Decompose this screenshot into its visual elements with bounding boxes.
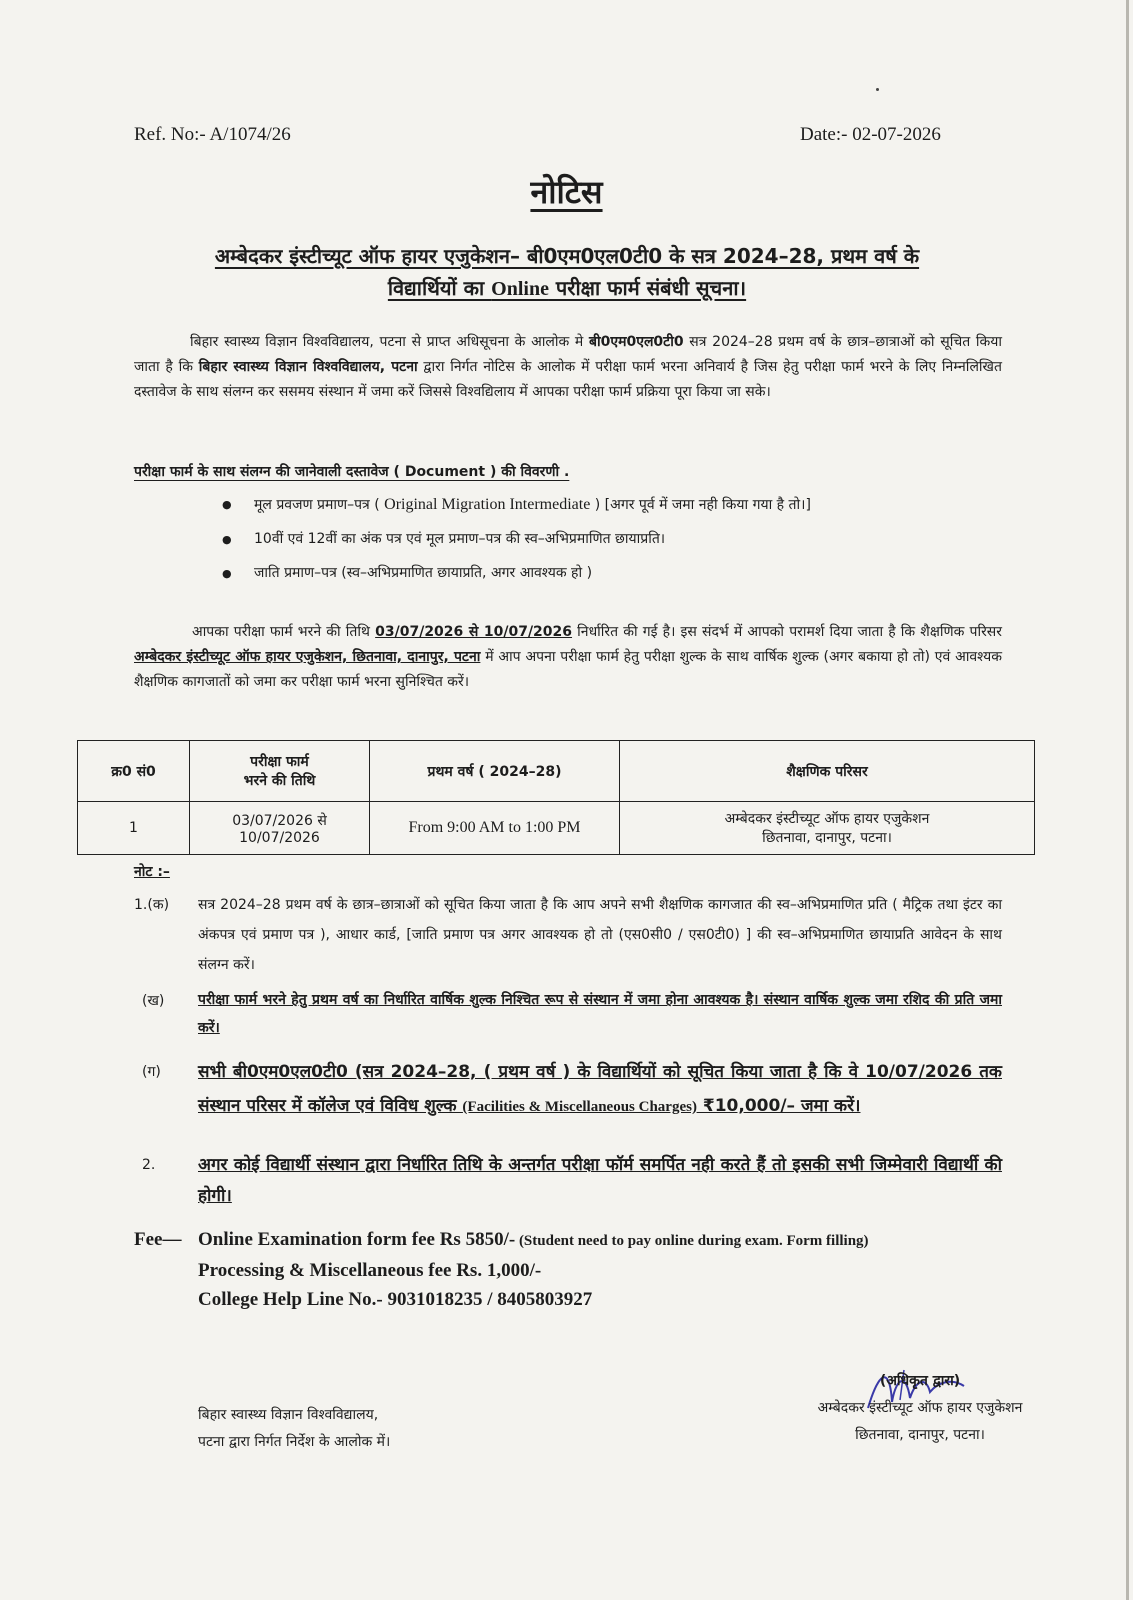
note-number: (ख) xyxy=(142,993,165,1009)
cell-campus: अम्बेदकर इंस्टीच्यूट ऑफ हायर एजुकेशन छितनावा, दानापुर, पटना। xyxy=(620,802,1035,855)
footer-authority xyxy=(770,1368,1070,1449)
intro-text-1: बिहार स्वास्थ्य विज्ञान विश्वविद्यालय, पटना से प्राप्त अधिसूचना के आलोक मे xyxy=(190,334,589,350)
course-name: बी0एम0एल0टी0 xyxy=(588,334,684,350)
note-amount: ₹10,000/– जमा करें। xyxy=(696,1096,861,1116)
note-latin: (Facilities & Miscellaneous Charges) xyxy=(462,1099,697,1115)
notice-subject xyxy=(134,240,1000,305)
documents-heading: परीक्षा फार्म के साथ संलग्न की जानेवाली दस्तावेज ( Document ) की विवरणी . xyxy=(134,464,570,480)
col-header-year: प्रथम वर्ष ( 2024–28) xyxy=(370,741,620,802)
col-header-campus: शैक्षणिक परिसर xyxy=(620,741,1035,802)
intro-text-3: द्वारा निर्गत नोटिस के आलोक में परीक्षा फार्म भरना अनिवार्य है जिस हेतु परीक्षा फार्म भरने के लिए निम्नलिखित दस्तावेज के साथ संलग्न कर ससमय संस्थान में जमा करें जिससे विश्वद्यिलाय में आपका परीक्षा फार्म प्रक्रिया पूरा किया जा सके। xyxy=(134,359,1002,400)
notice-date: Date:- 02-07-2026 xyxy=(800,124,941,145)
footer-right-line-2: छितनावा, दानापुर, पटना। xyxy=(855,1427,985,1443)
campus-name: अम्बेदकर इंस्टीच्यूट ऑफ हायर एजुकेशन, छितनावा, दानापुर, पटना xyxy=(134,649,481,665)
note-number: 2. xyxy=(142,1157,156,1173)
doc-text-end: ) [अगर पूर्व में जमा नही किया गया है तो।] xyxy=(590,497,811,513)
date-text-2: निर्धारित की गई है। इस संदर्भ में आपको परामर्श दिया जाता है कि शैक्षणिक परिसर xyxy=(572,624,1002,640)
document-item xyxy=(230,492,1002,518)
note-text-part: सभी बी0एम0एल0टी0 (सत्र 2024–28, ( प्रथम वर्ष ) के विद्यार्थियों को सूचित किया जाता है कि वे 10/07/2026 तक संस्थान परिसर में कॉलेज एवं विविध शुल्क xyxy=(198,1062,1002,1116)
fee-lines xyxy=(198,1225,1038,1314)
cell-time: From 9:00 AM to 1:00 PM xyxy=(370,802,620,855)
document-item: ● 10वीं एवं 12वीं का अंक पत्र एवं मूल प्रमाण–पत्र की स्व–अभिप्रमाणित छायाप्रति। xyxy=(230,527,1002,552)
col-header-sno: क्र0 सं0 xyxy=(78,741,190,802)
subject-text-end: परीक्षा फार्म संबंधी सूचना। xyxy=(548,276,747,300)
footer-left-line-1: बिहार स्वास्थ्य विज्ञान विश्वविद्यालय, xyxy=(198,1407,379,1423)
note-text: परीक्षा फार्म भरने हेतु प्रथम वर्ष का निर्धारित वार्षिक शुल्क निश्चित रूप से संस्थान में जमा होना आवश्यक है। संस्थान वार्षिक शुल्क जमा रशिद की प्रति जमा करें। xyxy=(198,992,1002,1036)
cell-dates: 03/07/2026 से 10/07/2026 xyxy=(190,802,370,855)
form-dates: 03/07/2026 से 10/07/2026 xyxy=(375,624,573,640)
footer-right-line-1: अम्बेदकर इंस्टीच्यूट ऑफ हायर एजुकेशन xyxy=(817,1400,1023,1416)
fee-label: Fee— xyxy=(134,1229,182,1250)
schedule-table xyxy=(77,740,1035,855)
note-text: सत्र 2024–28 प्रथम वर्ष के छात्र–छात्राओं को सूचित किया जाता है कि आप अपने सभी शैक्षणिक कागजात की स्व–अभिप्रमाणित प्रति ( मैट्रिक तथा इंटर का अंकपत्र एवं प्रमाण पत्र ), आधार कार्ड, [जाति प्रमाण पत्र अगर आवश्यक हो तो (एस0सी0 / एस0टी0) ] की स्व–अभिप्रमाणित छायाप्रति आवेदन के साथ संलग्न करें। xyxy=(198,897,1002,973)
notes-heading: नोट :– xyxy=(134,864,170,880)
table-header-row xyxy=(78,741,1035,802)
date-paragraph xyxy=(134,620,1002,695)
intro-text-2: सत्र 2024–28 प्रथम वर्ष के छात्र–छात्राओं को सूचित किया जाता है कि xyxy=(134,334,1002,375)
scan-edge-line xyxy=(1126,0,1129,1600)
helpline: College Help Line No.- 9031018235 / 8405803927 xyxy=(198,1289,593,1310)
table-row xyxy=(78,802,1035,855)
documents-list xyxy=(230,492,1002,595)
fee-line-processing: Processing & Miscellaneous fee Rs. 1,000/- xyxy=(198,1260,542,1281)
doc-latin: Original Migration Intermediate xyxy=(384,496,591,513)
footer-left-line-2: पटना द्वारा निर्गत निर्देश के आलोक में। xyxy=(198,1434,391,1450)
subject-online: Online xyxy=(491,278,549,300)
fee-line-exam xyxy=(198,1225,1038,1256)
university-name: बिहार स्वास्थ्य विज्ञान विश्वविद्यालय, पटना xyxy=(198,359,418,375)
notice-title: नोटिस xyxy=(530,173,603,211)
subject-line-2 xyxy=(134,272,1000,305)
footer-reference xyxy=(198,1402,390,1456)
exam-fee: Online Examination form fee Rs 5850/- xyxy=(198,1229,516,1250)
subject-text: विद्यार्थियों का xyxy=(387,276,492,300)
date-text-1: आपका परीक्षा फार्म भरने की तिथि xyxy=(192,624,376,640)
cell-sno: 1 xyxy=(78,802,190,855)
col-header-dates: परीक्षा फार्म भरने की तिथि xyxy=(190,741,370,802)
subject-line-1: अम्बेदकर इंस्टीच्यूट ऑफ हायर एजुकेशन– बी0एम0एल0टी0 के सत्र 2024–28, प्रथम वर्ष के xyxy=(214,244,920,268)
note-text: अगर कोई विद्यार्थी संस्थान द्वारा निर्धारित तिथि के अन्तर्गत परीक्षा फॉर्म समर्पित नही करते हैं तो इसकी सभी जिम्मेवारी विद्यार्थी की होगी। xyxy=(198,1155,1002,1206)
note-text xyxy=(198,1055,1002,1124)
reference-number: Ref. No:- A/1074/26 xyxy=(134,124,291,145)
scan-speck xyxy=(876,88,879,91)
document-item: ● जाति प्रमाण–पत्र (स्व–अभिप्रमाणित छायाप्रति, अगर आवश्यक हो ) xyxy=(230,561,1002,586)
note-number: 1.(क) xyxy=(134,897,170,913)
signature-label: (अधिकृत द्वारा) xyxy=(879,1373,961,1389)
date-text-3: में आप अपना परीक्षा फार्म हेतु परीक्षा शुल्क के साथ वार्षिक शुल्क (अगर बकाया हो तो) एवं आवश्यक शैक्षणिक कागजातों को जमा कर परीक्षा फार्म भरना सुनिश्चित करें। xyxy=(134,649,1002,690)
doc-text: मूल प्रवजण प्रमाण–पत्र ( xyxy=(254,497,385,513)
intro-paragraph xyxy=(134,330,1002,405)
exam-fee-note: (Student need to pay online during exam. Form filling) xyxy=(515,1233,869,1249)
note-number: (ग) xyxy=(142,1064,161,1080)
